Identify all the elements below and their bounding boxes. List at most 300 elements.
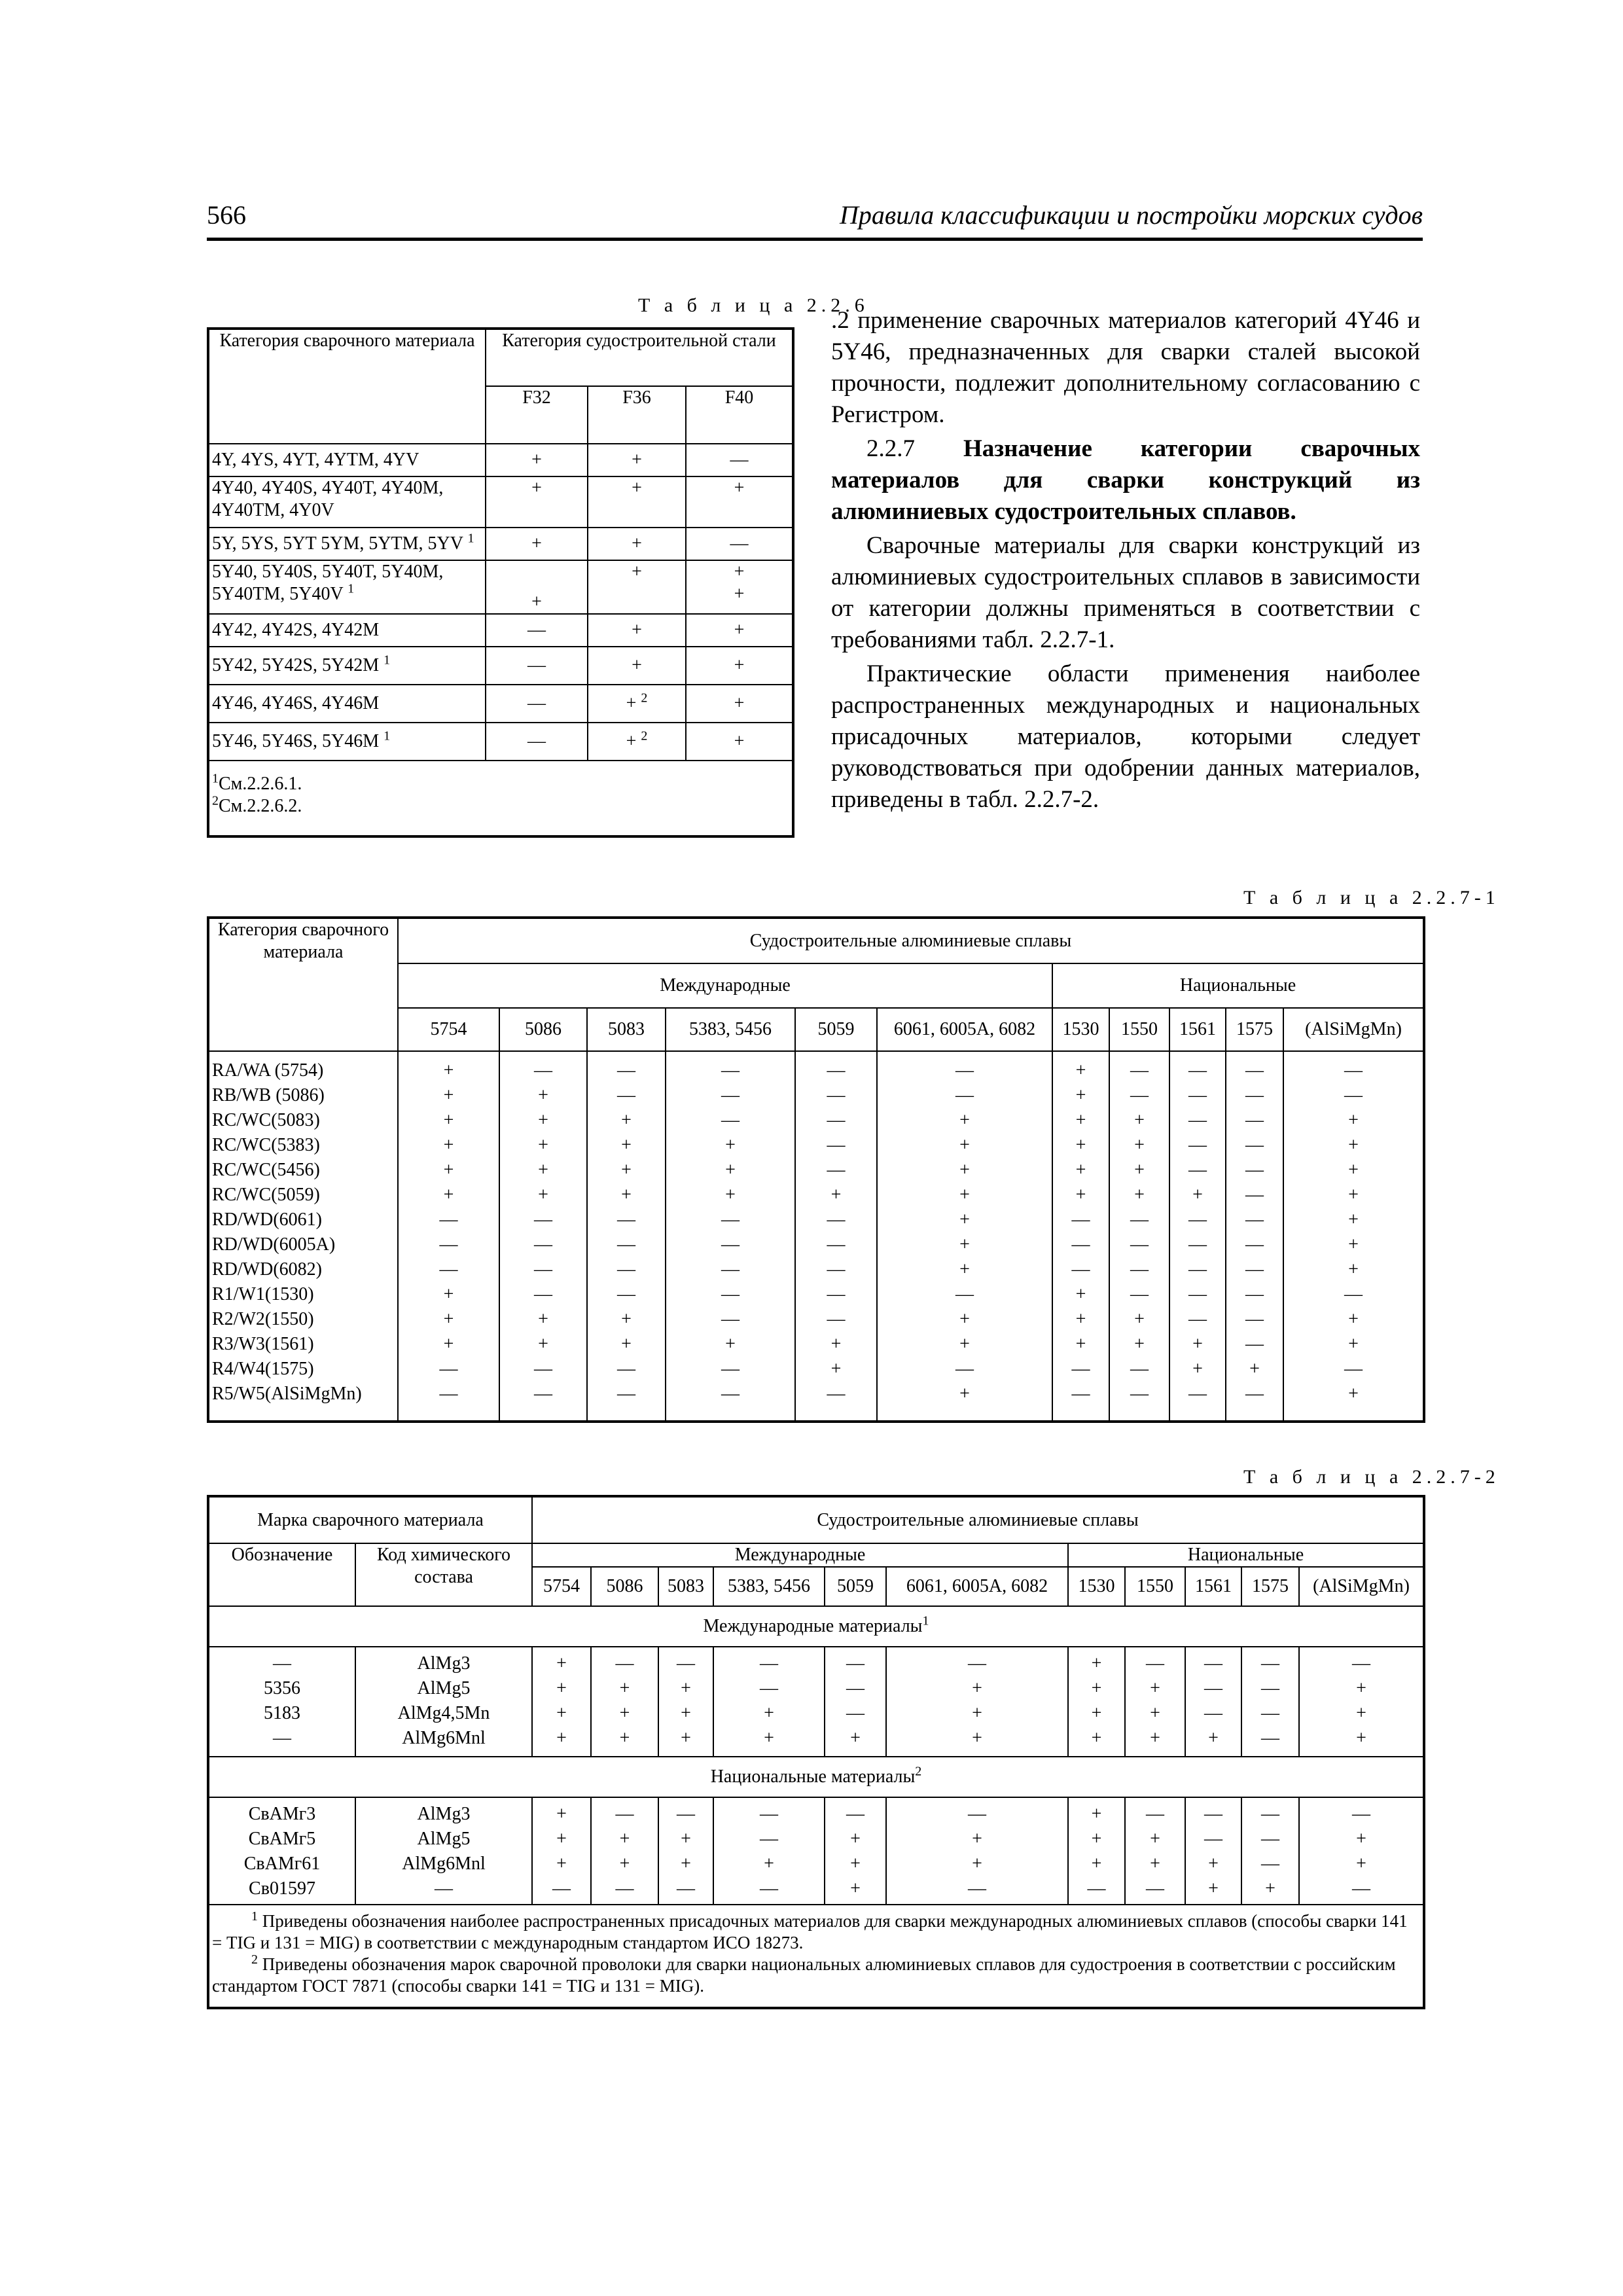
table1-cell: + <box>686 685 793 723</box>
table3-alloy-header: 1550 <box>1125 1567 1185 1606</box>
table3-designation: СвАМг5 <box>248 1829 316 1849</box>
table2-cell: + <box>1075 1060 1086 1081</box>
table3-cell: — <box>760 1878 779 1899</box>
table3-cell: + <box>1091 1653 1102 1674</box>
table1-row-name: 5Y, 5YS, 5YT 5YM, 5YTM, 5YV $^1$ <box>208 528 486 560</box>
table2-cell: — <box>827 1234 846 1255</box>
table2-cell: — <box>1245 1309 1264 1329</box>
table1-cell: + <box>686 647 793 685</box>
table1-cell: — <box>486 685 588 723</box>
table3-cell: + <box>556 1728 567 1748</box>
table2-cell: + <box>1134 1135 1145 1155</box>
table-2-2-6 <box>207 327 794 838</box>
table3-cell: — <box>968 1804 987 1824</box>
table3-col-values <box>1068 1647 1125 1757</box>
table3-cell: + <box>556 1678 567 1698</box>
table2-cell: — <box>827 1160 846 1180</box>
table1-cell: + <box>686 476 793 528</box>
table1-cell: + <box>588 476 686 528</box>
table2-cell: — <box>955 1085 974 1105</box>
table1-cell: + <box>486 444 588 476</box>
table2-cell: + <box>1134 1160 1145 1180</box>
table2-row-name: RC/WC(5456) <box>212 1160 320 1180</box>
table3-cell: — <box>760 1678 779 1698</box>
table1-cell: + <box>588 444 686 476</box>
table2-cell: — <box>1344 1284 1363 1304</box>
table1-row-name: 4Y, 4YS, 4YT, 4YTM, 4YV <box>208 444 486 476</box>
table2-cell: + <box>538 1135 548 1155</box>
table1-cell: + $^2$ <box>588 685 686 723</box>
table2-cell: — <box>1130 1060 1149 1081</box>
table3-cell: + <box>681 1854 691 1874</box>
table2-cell: + <box>1348 1234 1359 1255</box>
table2-cell: + <box>1075 1284 1086 1304</box>
table1-cell: — <box>686 444 793 476</box>
table3-col-values <box>825 1647 886 1757</box>
table2-cell: — <box>721 1309 740 1329</box>
table2-cell: — <box>721 1259 740 1280</box>
table3-alloy-header: 1561 <box>1185 1567 1241 1606</box>
table3-cell: + <box>1265 1878 1275 1899</box>
table2-cell: — <box>1130 1259 1149 1280</box>
table2-cell: + <box>1348 1309 1359 1329</box>
table1-steel-header: F32 <box>486 386 588 444</box>
table2-cell: + <box>1075 1085 1086 1105</box>
table2-cell: + <box>959 1160 970 1180</box>
table2-cell: — <box>439 1234 458 1255</box>
table2-cell: — <box>534 1384 552 1404</box>
table1-footnote: $^2$См.2.2.6.2. <box>212 793 302 816</box>
table3-cell: + <box>850 1878 861 1899</box>
paragraph: Сварочные материалы для сварки конструкций из алюминиевых судостроительных сплавов в зависимости от категории должны применяться в соответствии с требованиями табл. 2.2.7-1. <box>831 532 1420 653</box>
table2-col-values <box>1109 1051 1169 1422</box>
table3-cell: — <box>1204 1804 1223 1824</box>
table3-alloy-header: 5059 <box>825 1567 886 1606</box>
table2-col-values <box>666 1051 795 1422</box>
table3-code: AlMg4,5Mn <box>397 1703 490 1723</box>
table2-col-values <box>499 1051 587 1422</box>
table3-alloy-header: 6061, 6005A, 6082 <box>886 1567 1068 1606</box>
table3-group-header: Судостроительные алюминиевые сплавы <box>532 1496 1424 1543</box>
table3-col-values <box>1185 1647 1241 1757</box>
table3-cell: — <box>1261 1804 1280 1824</box>
table2-cell: + <box>959 1185 970 1205</box>
table3-code: AlMg6Mnl <box>402 1728 486 1748</box>
table3-cell: + <box>1091 1804 1102 1824</box>
table3-cell: — <box>1204 1678 1223 1698</box>
table2-cell: + <box>621 1160 632 1180</box>
table2-cell: + <box>1348 1259 1359 1280</box>
table3-cell: — <box>615 1804 634 1824</box>
table2-cell: + <box>538 1185 548 1205</box>
table3-cell: — <box>846 1653 865 1674</box>
table3-cell: — <box>1261 1678 1280 1698</box>
table2-cell: + <box>1134 1309 1145 1329</box>
table2-alloy-header: 1561 <box>1169 1008 1226 1051</box>
table2-cell: — <box>1188 1060 1207 1081</box>
section-heading: 2.2.7 Назначение категории сварочных материалов для сварки конструкций из алюминиевых судостроительных сплавов. <box>831 435 1420 525</box>
table2-cell: — <box>534 1284 552 1304</box>
table2-cell: — <box>1130 1085 1149 1105</box>
table3-cell: — <box>1261 1854 1280 1874</box>
table2-col-values <box>795 1051 877 1422</box>
table2-cell: — <box>955 1284 974 1304</box>
table3-code: AlMg6Mnl <box>402 1854 486 1874</box>
table2-col-values <box>1283 1051 1424 1422</box>
table2-row-name: RD/WD(6005A) <box>212 1234 336 1255</box>
table1-steel-header: F40 <box>686 386 793 444</box>
table2-cell: + <box>959 1210 970 1230</box>
table2-cell: + <box>443 1284 454 1304</box>
table2-cell: + <box>1075 1160 1086 1180</box>
table2-cell: — <box>1188 1135 1207 1155</box>
table2-cell: + <box>725 1185 736 1205</box>
table3-cell: + <box>1208 1728 1219 1748</box>
table2-cell: — <box>1071 1384 1090 1404</box>
table3-natl-section: Национальные материалы$^2$ <box>208 1757 1424 1797</box>
table3-col-values <box>591 1797 658 1905</box>
table3-cell: — <box>677 1653 696 1674</box>
table2-cell: — <box>721 1359 740 1379</box>
table3-cell: — <box>1146 1804 1165 1824</box>
table3-designations <box>208 1797 355 1905</box>
table1-steel-header: F36 <box>588 386 686 444</box>
table2-row-name: RC/WC(5059) <box>212 1185 320 1205</box>
table3-cell: + <box>1150 1854 1160 1874</box>
table3-cell: + <box>1150 1678 1160 1698</box>
table2-cell: — <box>827 1384 846 1404</box>
table1-caption: Т а б л и ц а 2.2.6 <box>638 295 869 316</box>
table3-cell: + <box>850 1728 861 1748</box>
table3-alloy-header: 5754 <box>532 1567 591 1606</box>
table2-cell: — <box>617 1210 635 1230</box>
table3-cell: + <box>764 1703 774 1723</box>
table3-cell: + <box>972 1703 982 1723</box>
table2-col-values <box>587 1051 666 1422</box>
table2-cell: + <box>538 1334 548 1354</box>
table2-cell: + <box>1348 1210 1359 1230</box>
table2-cell: + <box>830 1359 842 1379</box>
table-2-2-7-1 <box>207 916 1425 1423</box>
table2-col-values <box>1052 1051 1109 1422</box>
table3-cell: — <box>1352 1804 1371 1824</box>
table2-cell: — <box>721 1210 740 1230</box>
table2-cell: — <box>534 1359 552 1379</box>
table2-alloy-header: 5059 <box>795 1008 877 1051</box>
table2-row-name: RB/WB (5086) <box>212 1085 325 1105</box>
table2-intl-header: Международные <box>398 963 1052 1008</box>
table1-cell: — <box>486 723 588 761</box>
table2-cell: — <box>617 1284 635 1304</box>
table2-cell: + <box>959 1384 970 1404</box>
table3-cell: + <box>619 1678 630 1698</box>
table2-cell: — <box>617 1384 635 1404</box>
table3-cell: + <box>764 1854 774 1874</box>
body-text <box>831 305 1420 816</box>
table2-cell: + <box>621 1334 632 1354</box>
table3-cell: — <box>1261 1703 1280 1723</box>
table3-col-values <box>1241 1797 1299 1905</box>
table2-cell: + <box>959 1110 970 1130</box>
table3-footnote: $^2$ Приведены обозначения марок сварочной проволоки для сварки национальных алюминиевых сплавов для судостроения в соответствии с российским стандартом ГОСТ 7871 (способы сварки 141 = TIG и 131 = MIG). <box>212 1952 1396 1996</box>
table2-cell: — <box>1245 1135 1264 1155</box>
table3-designation: 5183 <box>264 1703 300 1723</box>
table2-cell: + <box>621 1185 632 1205</box>
table1-cell: + <box>486 528 588 560</box>
table2-cell: — <box>955 1359 974 1379</box>
table3-cell: + <box>1091 1854 1102 1874</box>
table3-cell: — <box>1204 1653 1223 1674</box>
table3-col-values <box>1125 1797 1185 1905</box>
table3-codes <box>355 1647 532 1757</box>
table1-footnotes <box>208 761 793 836</box>
table3-alloy-header: 5086 <box>591 1567 658 1606</box>
table1-row-name: 4Y46, 4Y46S, 4Y46M <box>208 685 486 723</box>
table3-alloy-header: 1530 <box>1068 1567 1125 1606</box>
table3-cell: — <box>846 1804 865 1824</box>
table2-alloy-header: 1530 <box>1052 1008 1109 1051</box>
table3-cell: — <box>615 1878 634 1899</box>
table2-col-values <box>1226 1051 1283 1422</box>
table3-cell: — <box>1261 1728 1280 1748</box>
table2-cell: — <box>1245 1234 1264 1255</box>
table3-cell: — <box>1352 1878 1371 1899</box>
table1-group-header: Категория судостроительной стали <box>486 329 793 386</box>
table2-cell: — <box>1188 1160 1207 1180</box>
table1-cell: + $^2$ <box>588 723 686 761</box>
table3-code: AlMg5 <box>417 1829 471 1849</box>
table2-cell: + <box>538 1160 548 1180</box>
table2-natl-header: Национальные <box>1052 963 1424 1008</box>
table2-cell: + <box>725 1135 736 1155</box>
table2-cell: — <box>721 1085 740 1105</box>
table2-cell: + <box>443 1110 454 1130</box>
table2-cell: + <box>1348 1135 1359 1155</box>
table2-cell: + <box>725 1334 736 1354</box>
table2-cell: — <box>617 1085 635 1105</box>
table3-cell: — <box>968 1653 987 1674</box>
table2-cell: + <box>538 1110 548 1130</box>
table3-cell: + <box>681 1829 691 1849</box>
table2-row-name: R2/W2(1550) <box>212 1309 314 1329</box>
table3-cell: + <box>681 1728 691 1748</box>
table3-alloy-header: 5383, 5456 <box>713 1567 825 1606</box>
table3-cell: — <box>552 1878 571 1899</box>
table1-row-name: 5Y42, 5Y42S, 5Y42M $^1$ <box>208 647 486 685</box>
table2-cell: + <box>959 1234 970 1255</box>
table2-cell: + <box>1075 1185 1086 1205</box>
table3-cell: — <box>968 1878 987 1899</box>
table3-cell: + <box>1356 1829 1366 1849</box>
table3-cell: + <box>1091 1829 1102 1849</box>
table1-cell: + <box>486 476 588 528</box>
table2-cell: — <box>617 1259 635 1280</box>
table2-cell: + <box>621 1110 632 1130</box>
table2-cell: — <box>721 1110 740 1130</box>
table3-col-values <box>532 1797 591 1905</box>
table3-cell: + <box>972 1829 982 1849</box>
table3-designation: Св01597 <box>249 1878 315 1899</box>
page-header <box>207 200 1423 241</box>
table3-col-values <box>1241 1647 1299 1757</box>
table2-cell: + <box>1249 1359 1260 1379</box>
table3-cell: + <box>556 1653 567 1674</box>
table2-cell: + <box>959 1135 970 1155</box>
table3-col-values <box>713 1797 825 1905</box>
table2-cell: — <box>1188 1384 1207 1404</box>
table3-designation: — <box>273 1653 291 1674</box>
table2-cell: + <box>1348 1160 1359 1180</box>
running-title: Правила классификации и постройки морских судов <box>839 200 1423 230</box>
table3-designation: — <box>273 1728 291 1748</box>
table3-cell: + <box>1356 1728 1366 1748</box>
table2-cell: — <box>1130 1359 1149 1379</box>
table2-cell: + <box>959 1309 970 1329</box>
table3-cell: + <box>1091 1728 1102 1748</box>
table2-cell: — <box>1245 1259 1264 1280</box>
table2-group-header: Судостроительные алюминиевые сплавы <box>398 918 1424 963</box>
table2-cell: — <box>1130 1284 1149 1304</box>
table3-cell: + <box>1356 1678 1366 1698</box>
table2-cell: — <box>439 1359 458 1379</box>
table2-cell: + <box>443 1334 454 1354</box>
table2-cell: + <box>1075 1334 1086 1354</box>
table3-designation: 5356 <box>264 1678 300 1698</box>
table3-cell: + <box>1208 1854 1219 1874</box>
table2-cell: — <box>439 1384 458 1404</box>
table2-cell: — <box>827 1110 846 1130</box>
table3-cell: — <box>1204 1703 1223 1723</box>
table2-cell: — <box>439 1210 458 1230</box>
table1-cell: + + <box>686 560 793 614</box>
table2-cell: + <box>725 1160 736 1180</box>
table1-row-name: 5Y46, 5Y46S, 5Y46M $^1$ <box>208 723 486 761</box>
table2-row-name: R4/W4(1575) <box>212 1359 314 1379</box>
table3-col-values <box>1185 1797 1241 1905</box>
table2-cell: — <box>1245 1210 1264 1230</box>
table3-col-values <box>1299 1797 1424 1905</box>
table3-designation: СвАМг61 <box>243 1854 321 1874</box>
table3-cell: + <box>619 1728 630 1748</box>
table2-row-name: RD/WD(6082) <box>212 1259 322 1280</box>
table2-cell: — <box>721 1060 740 1081</box>
table3-cell: + <box>681 1703 691 1723</box>
table2-cell: — <box>617 1234 635 1255</box>
table3-natl-header: Национальные <box>1068 1543 1424 1567</box>
table3-alloy-header: 5083 <box>658 1567 713 1606</box>
table2-row-name: R3/W3(1561) <box>212 1334 314 1354</box>
table2-cell: + <box>830 1185 842 1205</box>
table3-col-values <box>591 1647 658 1757</box>
table3-cell: + <box>764 1728 774 1748</box>
table2-cell: + <box>443 1135 454 1155</box>
table2-cell: + <box>443 1060 454 1081</box>
table3-col-values <box>886 1647 1068 1757</box>
table2-cell: + <box>1192 1359 1203 1379</box>
table2-cell: — <box>1188 1110 1207 1130</box>
table3-cell: + <box>681 1678 691 1698</box>
table3-col-values <box>886 1797 1068 1905</box>
table3-code-header: Код химического состава <box>355 1543 532 1606</box>
table2-cell: + <box>1192 1334 1203 1354</box>
table3-cell: — <box>1087 1878 1106 1899</box>
table3-cell: — <box>760 1653 779 1674</box>
table1-row-name: 4Y40, 4Y40S, 4Y40T, 4Y40M, 4Y40TM, 4Y0V <box>208 476 486 528</box>
table2-cell: + <box>538 1309 548 1329</box>
table3-cell: — <box>846 1678 865 1698</box>
table3-col-values <box>658 1797 713 1905</box>
table2-cell: + <box>1192 1185 1203 1205</box>
table2-cell: + <box>1348 1110 1359 1130</box>
table1-row-name: 4Y42, 4Y42S, 4Y42M <box>208 614 486 647</box>
table2-cell: + <box>443 1160 454 1180</box>
table3-cell: + <box>1150 1703 1160 1723</box>
table3-cell: + <box>556 1804 567 1824</box>
table2-cell: — <box>827 1135 846 1155</box>
table3-cell: — <box>1204 1829 1223 1849</box>
table1-cell: + <box>686 614 793 647</box>
page-number: 566 <box>207 200 246 230</box>
table2-cell: + <box>443 1185 454 1205</box>
table3-col-values <box>658 1647 713 1757</box>
table-2-2-7-2 <box>207 1495 1425 2009</box>
table2-cell: — <box>534 1060 552 1081</box>
table3-cell: + <box>619 1829 630 1849</box>
table3-codes <box>355 1797 532 1905</box>
table2-row-name: R1/W1(1530) <box>212 1284 314 1304</box>
table3-col-values <box>713 1647 825 1757</box>
table3-col-values <box>1068 1797 1125 1905</box>
table2-row-name: RC/WC(5083) <box>212 1110 320 1130</box>
table2-cell: — <box>1245 1085 1264 1105</box>
table1-cell: + <box>486 560 588 614</box>
table3-cell: + <box>1356 1703 1366 1723</box>
table3-cell: — <box>760 1804 779 1824</box>
table3-cell: — <box>1261 1653 1280 1674</box>
table2-cell: — <box>827 1210 846 1230</box>
table2-cell: — <box>1130 1210 1149 1230</box>
table3-designation: СвАМг3 <box>248 1804 316 1824</box>
table2-cell: — <box>1344 1060 1363 1081</box>
table3-cell: + <box>850 1829 861 1849</box>
table2-cell: — <box>1245 1060 1264 1081</box>
table3-cell: + <box>1150 1829 1160 1849</box>
table3-col-values <box>825 1797 886 1905</box>
table2-alloy-header: 1550 <box>1109 1008 1169 1051</box>
table2-alloy-header: 5086 <box>499 1008 587 1051</box>
table2-cell: + <box>1348 1185 1359 1205</box>
table2-alloy-header: 5083 <box>587 1008 666 1051</box>
table3-cell: + <box>1208 1878 1219 1899</box>
table3-cell: + <box>556 1829 567 1849</box>
table2-cell: — <box>534 1234 552 1255</box>
table2-cell: — <box>721 1384 740 1404</box>
table3-designation-header: Обозначение <box>208 1543 355 1606</box>
table2-cell: + <box>1075 1309 1086 1329</box>
table3-designations <box>208 1647 355 1757</box>
table2-alloy-header: 5383, 5456 <box>666 1008 795 1051</box>
table2-cell: + <box>538 1085 548 1105</box>
table3-cell: — <box>677 1878 696 1899</box>
table2-alloy-header: 6061, 6005A, 6082 <box>877 1008 1052 1051</box>
table2-cell: + <box>1075 1110 1086 1130</box>
table2-cell: — <box>1130 1234 1149 1255</box>
table2-cell: + <box>443 1085 454 1105</box>
table1-cell: + <box>588 614 686 647</box>
table1-cell: + <box>588 560 686 614</box>
table1-cell: + <box>588 528 686 560</box>
table2-cell: — <box>1130 1384 1149 1404</box>
